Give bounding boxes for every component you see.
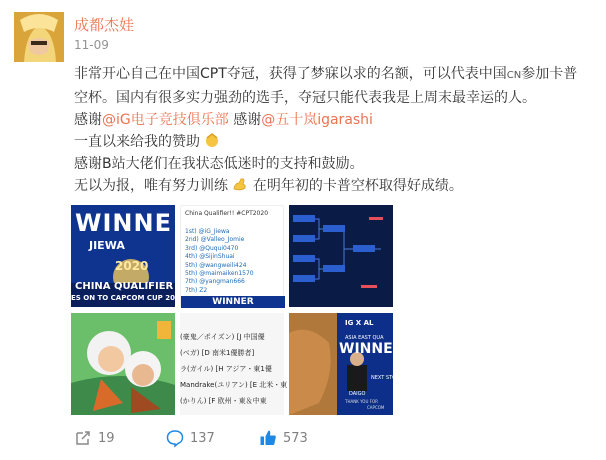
- image-thumb-2[interactable]: [180, 205, 284, 307]
- share-count: 19: [98, 430, 115, 446]
- salute-emoji-icon: [204, 132, 220, 148]
- ranking-row: 2nd) @Valleo_Jomie: [185, 236, 245, 244]
- text-line6a: 无以为报，唯有努力训练: [74, 178, 228, 194]
- ranking-row: 7th) Z2: [185, 286, 208, 294]
- img6-next-stop: NEXT STOP: [371, 375, 400, 381]
- thumbs-up-icon: [259, 429, 277, 447]
- post-line-3: [74, 109, 592, 131]
- img5-player-list: [180, 329, 287, 409]
- share-icon: [74, 429, 92, 447]
- comment-button[interactable]: [166, 426, 215, 450]
- img6-title: IG X AL: [345, 319, 374, 327]
- post-actions: [74, 426, 554, 450]
- ranking-row: 4th) @SijinShuai: [185, 253, 235, 261]
- image-thumb-4[interactable]: [71, 313, 175, 415]
- post-line-6: [74, 175, 592, 197]
- img6-asia-east: ASIA EAST QUA: [345, 335, 384, 341]
- img2-header: China Qualifier!! #CPT2020: [185, 210, 269, 217]
- player-row: (かりん) [F 欧州・東＆中東: [180, 397, 267, 405]
- img1-year: 2020: [115, 259, 149, 273]
- like-count: 573: [283, 430, 308, 446]
- ranking-row: 5th) @maimaiken1570: [185, 270, 254, 278]
- post-time[interactable]: 11-09: [74, 38, 109, 52]
- author-name[interactable]: 成都杰娃: [74, 16, 135, 34]
- img2-ranking-list: [185, 228, 254, 295]
- thanks-mid: 感谢: [228, 112, 262, 128]
- avatar-image: [14, 12, 64, 62]
- img1-winner-text: WINNE: [75, 209, 172, 237]
- like-button[interactable]: [259, 426, 308, 450]
- image-thumb-1[interactable]: [71, 205, 175, 307]
- comment-count: 137: [190, 430, 215, 446]
- image-thumb-6[interactable]: [289, 313, 400, 415]
- img1-qualifier: CHINA QUALIFIER: [75, 281, 174, 292]
- share-button[interactable]: [74, 426, 115, 450]
- img6-capcom: CAPCOM: [367, 405, 385, 410]
- image-thumb-5[interactable]: [180, 313, 288, 415]
- cn-badge: CN: [506, 70, 522, 81]
- text-line1b: 参加卡普: [521, 66, 578, 82]
- thanks-prefix: 感谢: [74, 112, 102, 128]
- ranking-row: 7th) @yangman666: [185, 278, 245, 286]
- image-thumb-3[interactable]: [289, 205, 393, 307]
- text-line1: 非常开心自己在中国CPT夺冠，获得了梦寐以求的名额，可以代表中国: [74, 66, 507, 82]
- ranking-row: 5th) @wangweili424: [185, 261, 247, 269]
- player-row: (豪鬼／ポイズン) [J 中国優: [180, 333, 265, 341]
- img6-winner-text: WINNE: [339, 341, 393, 357]
- post-line-4: [74, 131, 592, 153]
- img1-name: JIEWA: [89, 239, 125, 252]
- ranking-row: 1st) @iG_Jiewa: [185, 228, 230, 235]
- flexed-arm-emoji-icon: [232, 176, 248, 192]
- img2-winner-strip: WINNER: [181, 296, 285, 308]
- avatar[interactable]: [14, 12, 64, 62]
- player-row: (ベガ) [D 南米1優勝者]: [180, 349, 255, 357]
- img6-player-name: DAIGO: [349, 391, 366, 397]
- mention-igarashi[interactable]: @五十岚igarashi: [261, 112, 373, 128]
- mention-ig[interactable]: @iG电子竞技俱乐部: [102, 112, 229, 128]
- comment-icon: [166, 429, 184, 447]
- tournament-bracket-image: [289, 205, 393, 307]
- player-row: ラ(ガイル) [H アジア・東1優: [180, 365, 272, 373]
- ranking-row: 3rd) @Ququi0470: [185, 244, 239, 252]
- post-line-2: 空杯。国内有很多实力强劲的选手，夺冠只能代表我是上周末最幸运的人。: [74, 90, 536, 106]
- text-line4: 一直以来给我的赞助: [74, 134, 200, 150]
- post-line-5: 感谢B站大佬们在我状态低迷时的支持和鼓励。: [74, 156, 364, 172]
- img1-goes-on: ES ON TO CAPCOM CUP 20: [71, 294, 175, 302]
- post-content: [74, 63, 592, 197]
- img6-thanks: THANK YOU FOR: [345, 399, 378, 404]
- cartoon-characters-image: [71, 313, 175, 415]
- post-line-1: [74, 63, 592, 87]
- player-row: Mandrake(ユリアン) [E 北米・東: [180, 381, 288, 389]
- text-line6b: 在明年初的卡普空杯取得好成绩。: [252, 178, 463, 194]
